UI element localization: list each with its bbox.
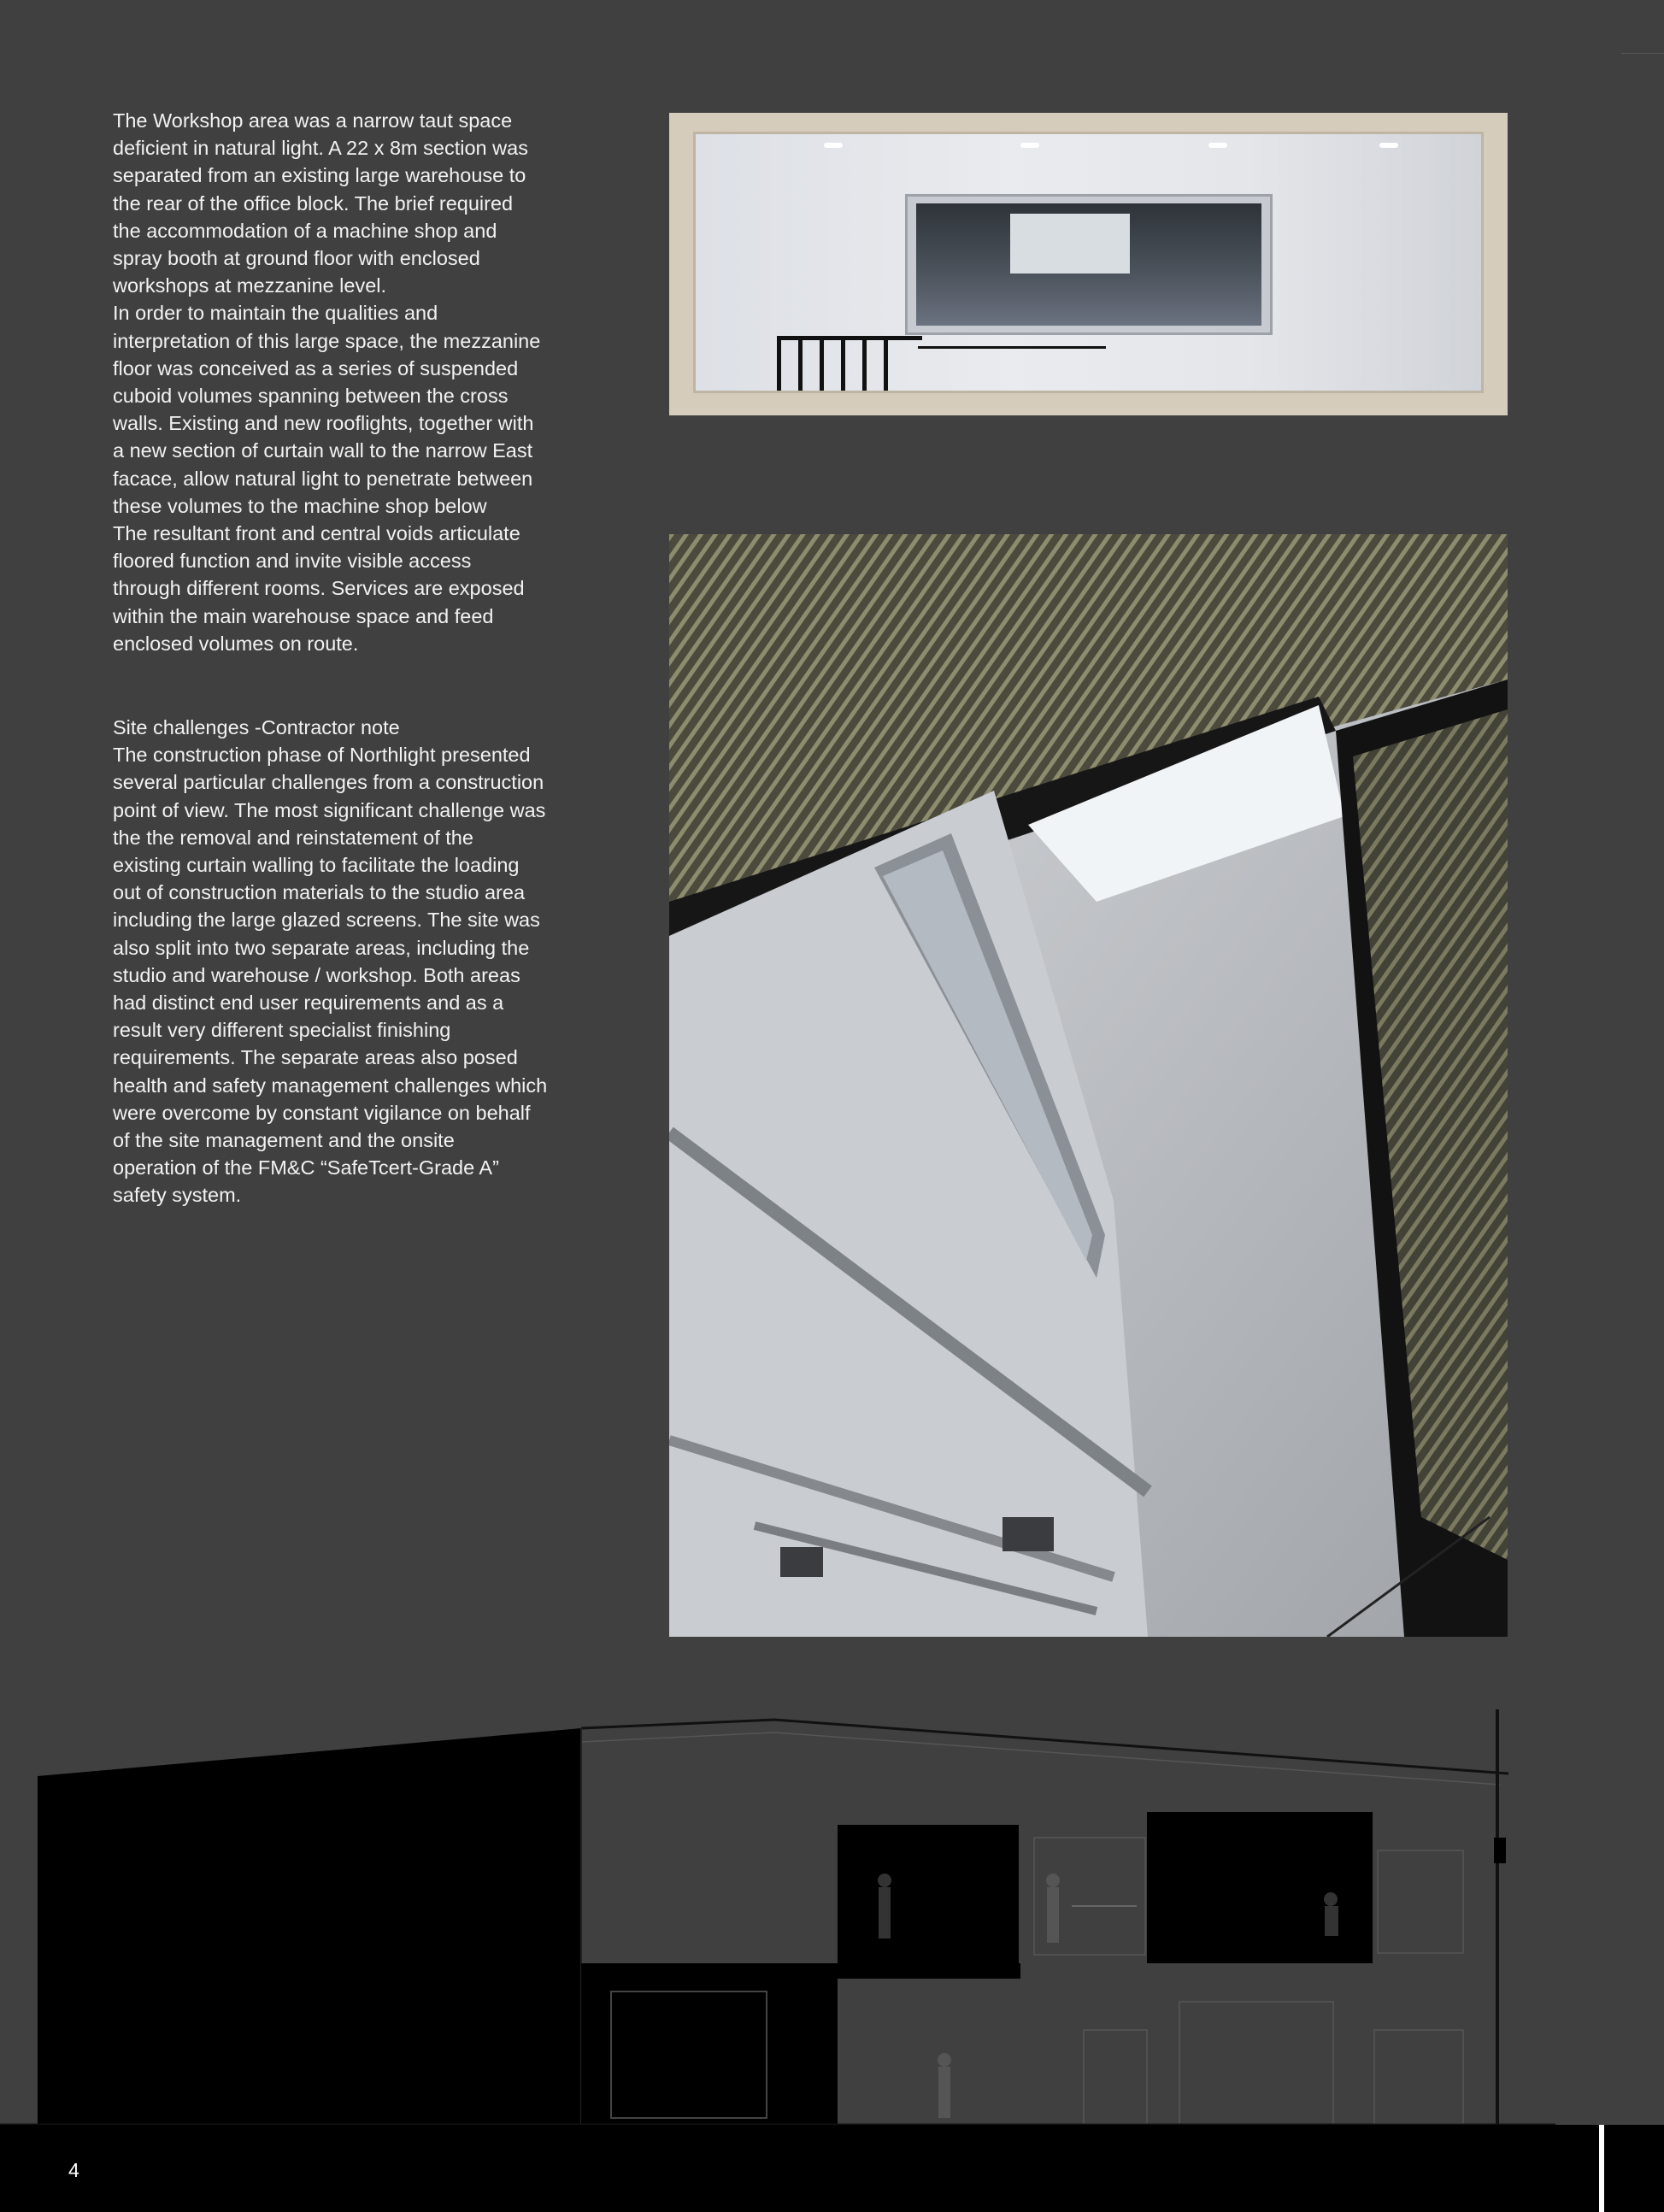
text-line: within the main warehouse space and feed [113,604,494,627]
roller-door [1179,2002,1333,2125]
site-challenges-heading: Site challenges -Contractor note [113,716,400,738]
text-line: several particular challenges from a construction [113,771,544,794]
text-line: through different rooms. Services are exposed [113,577,525,600]
internal-glazed-screen [905,194,1273,335]
text-line: The construction phase of Northlight presented [113,744,531,767]
text-line: The Workshop area was a narrow taut space [113,109,513,132]
roof-line [581,1720,1508,1774]
workshop-description [113,107,574,657]
figure-seated [1325,1906,1338,1936]
page-number: 4 [68,2159,79,2181]
text-line: walls. Existing and new rooflights, together with [113,412,534,435]
balustrade-post [820,336,824,393]
text-line: health and safety management challenges which [113,1074,548,1097]
figure-standing [878,1874,891,1887]
figure-seated [1324,1892,1338,1906]
door [1374,2030,1463,2124]
text-line: were overcome by constant vigilance on behalf [113,1101,531,1124]
balustrade-post [841,336,845,393]
balustrade-post [884,336,888,393]
ceiling-light [1020,143,1039,148]
text-line: safety system. [113,1184,242,1207]
rear-window [1010,214,1130,274]
text-line: result very different specialist finishing [113,1019,451,1042]
text-line: In order to maintain the qualities and [113,302,438,325]
workshop-window-photo [669,113,1508,415]
figure-standing [1046,1874,1060,1887]
figure-standing [1047,1887,1059,1943]
text-line: the accommodation of a machine shop and [113,219,497,242]
text-line: these volumes to the machine shop below [113,494,487,517]
footer-bar [0,2125,1664,2212]
ceiling-light [1379,143,1398,148]
text-line: had distinct end user requirements and as a [113,991,504,1015]
void-rooflight-photo [669,534,1508,1637]
site-challenges-note [113,714,574,1209]
text-line: cuboid volumes spanning between the cross [113,385,509,408]
text-line: separated from an existing large warehouse to [113,164,526,187]
gutter [1494,1838,1506,1863]
text-line: point of view. The most significant challenge was [113,798,546,821]
door [1084,2030,1147,2124]
text-line: requirements. The separate areas also posed [113,1046,518,1069]
balustrade-post [777,336,781,393]
text-line: operation of the FM&C “SafeTcert-Grade A” [113,1156,499,1180]
void-illustration [669,534,1508,1637]
text-line: of the site management and the onsite [113,1129,455,1152]
figure-walking [938,2053,951,2067]
balustrade-post [798,336,803,393]
mezzanine-floor [581,1963,1020,1979]
stair-rail [918,346,1106,349]
corner-rule [1621,53,1664,54]
text-line: floored function and invite visible access [113,550,472,573]
figure-standing [879,1887,891,1938]
figure-walking [938,2067,950,2118]
text-line: existing curtain walling to facilitate the loading [113,854,520,877]
text-line: studio and warehouse / workshop. Both areas [113,963,520,986]
mezzanine-floor [1147,1949,1373,1963]
workshop-view [916,203,1261,326]
section-svg [0,1709,1664,2128]
text-line: floor was conceived as a series of suspended [113,356,519,379]
text-line: workshops at mezzanine level. [113,274,387,297]
text-line: spray booth at ground floor with enclosed [113,247,480,270]
ceiling-light [824,143,843,148]
text-line: enclosed volumes on route. [113,632,359,655]
office-block-mass [38,1728,581,2128]
photo-interior [693,132,1484,393]
balustrade-post [862,336,867,393]
text-line: also split into two separate areas, including the [113,936,530,959]
text-line: the rear of the office block. The brief required [113,191,514,215]
mezzanine-volume-left [838,1825,1019,1963]
text-line: out of construction materials to the studio area [113,881,526,904]
mezzanine-volume-right [1147,1812,1373,1963]
text-line: the the removal and reinstatement of the [113,826,473,849]
extract-grille [780,1547,823,1577]
extract-grille [1003,1517,1054,1551]
spray-booth [581,1979,838,2125]
text-line: including the large glazed screens. The site was [113,909,540,932]
text-line: a new section of curtain wall to the narrow East [113,439,533,462]
text-line: The resultant front and central voids articulate [113,522,520,545]
text-line: facace, allow natural light to penetrate between [113,467,533,490]
text-line: deficient in natural light. A 22 x 8m section was [113,137,528,160]
building-section-drawing [0,1709,1664,2128]
text-line: interpretation of this large space, the mezzanine [113,329,541,352]
ceiling-light [1208,143,1227,148]
curtain-wall [1378,1850,1463,1953]
footer-rule [1599,2125,1604,2212]
